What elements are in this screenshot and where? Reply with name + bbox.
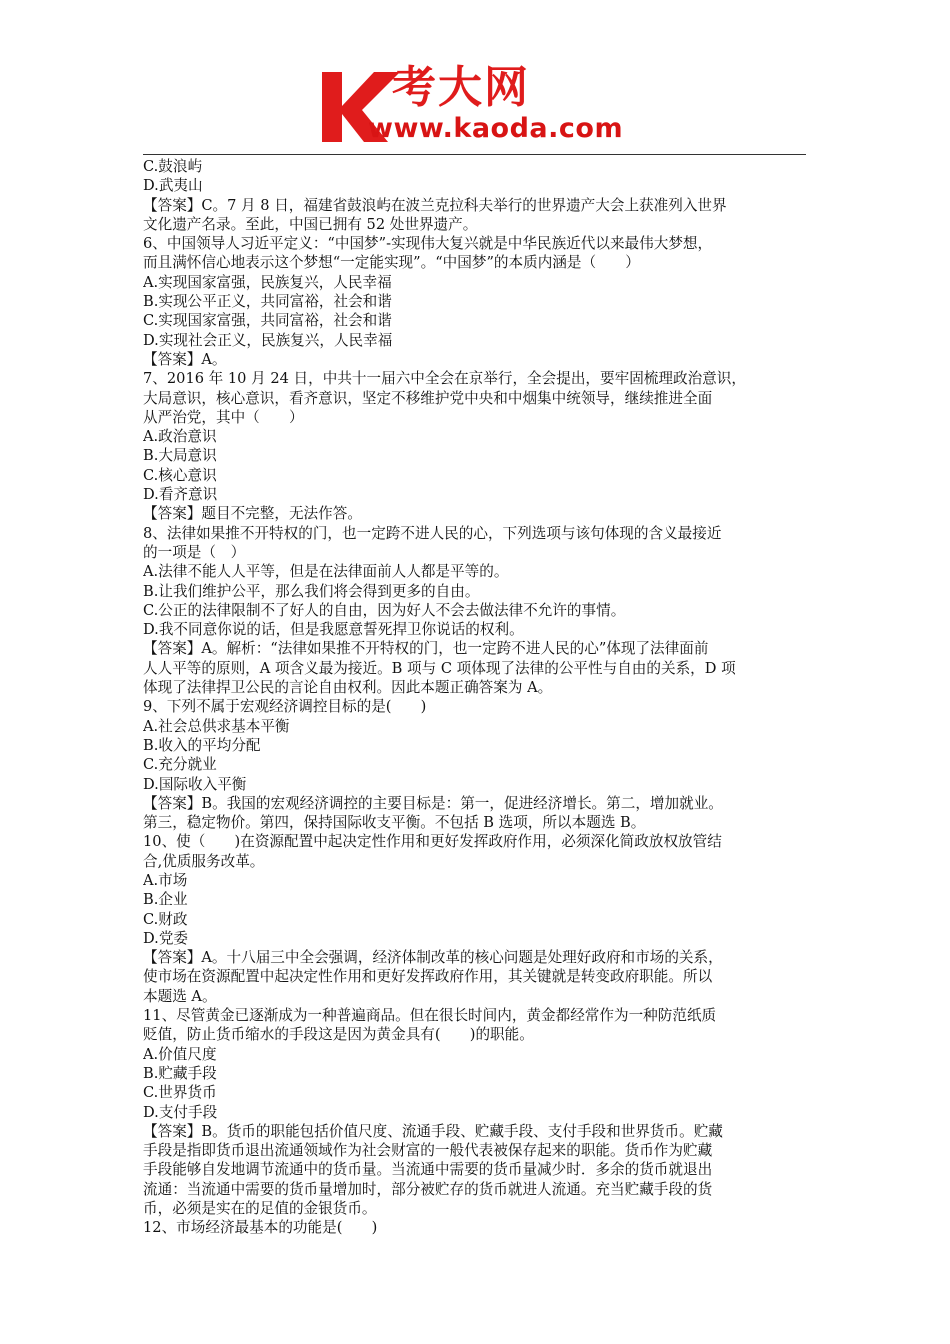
text-line: A.政治意识 (143, 428, 217, 446)
text-line: 而且满怀信心地表示这个梦想“一定能实现”。“中国梦”的本质内涵是（ ） (143, 254, 640, 272)
text-line: C.财政 (143, 910, 188, 928)
text-line: 10、使（ )在资源配置中起决定性作用和更好发挥政府作用，必须深化简政放权放管结 (143, 833, 722, 851)
text-line: B.大局意识 (143, 447, 217, 465)
text-line: 手段是指即货币退出流通领域作为社会财富的一般代表被保存起来的职能。货币作为贮藏 (143, 1142, 713, 1160)
text-line: 11、尽管黄金已逐渐成为一种普遍商品。但在很长时间内，黄金都经常作为一种防范纸质 (143, 1007, 717, 1025)
text-line: D.支付手段 (143, 1103, 218, 1121)
text-line: 人人平等的原则，A 项含义最为接近。B 项与 C 项体现了法律的公平性与自由的关系，D 项 (143, 659, 736, 677)
text-line: 币，必须是实在的足值的金银货币。 (143, 1200, 377, 1218)
text-line: 12、市场经济最基本的功能是( ) (143, 1219, 378, 1237)
text-line: B.贮藏手段 (143, 1064, 217, 1082)
text-line: 流通：当流通中需要的货币量增加时，部分被贮存的货币就进人流通。充当贮藏手段的货 (143, 1180, 713, 1198)
text-line: C.核心意识 (143, 466, 217, 484)
text-line: D.我不同意你说的话，但是我愿意誓死捍卫你说话的权利。 (143, 621, 524, 639)
text-line: 手段能够自发地调节流通中的货币量。当流通中需要的货币量减少时．多余的货币就退出 (143, 1161, 713, 1179)
text-line: B.实现公平正义，共同富裕，社会和谐 (143, 293, 392, 311)
text-line: 第三，稳定物价。第四，保持国际收支平衡。不包括 B 选项，所以本题选 B。 (143, 814, 646, 832)
text-line: A.价值尺度 (143, 1045, 217, 1063)
page-header (0, 0, 950, 158)
text-line: 本题选 A。 (143, 987, 217, 1005)
text-line: C.公正的法律限制不了好人的自由，因为好人不会去做法律不允许的事情。 (143, 601, 626, 619)
text-line: D.党委 (143, 929, 189, 947)
text-line: B.收入的平均分配 (143, 736, 261, 754)
text-line: D.实现社会正义，民族复兴，人民幸福 (143, 331, 393, 349)
text-line: D.看齐意识 (143, 486, 218, 504)
text-line: A.市场 (143, 871, 188, 889)
text-line: 从严治党，其中（ ） (143, 408, 304, 426)
text-line: 7、2016 年 10 月 24 日，中共十一届六中全会在京举行，全会提出，要牢固梳理政治意识， (143, 370, 746, 388)
text-line: 文化遗产名录。至此，中国已拥有 52 处世界遗产。 (143, 215, 478, 233)
text-line: 【答案】B。我国的宏观经济调控的主要目标是：第一，促进经济增长。第二，增加就业。 (143, 794, 723, 812)
text-line: D.武夷山 (143, 177, 203, 195)
text-line: A.实现国家富强，民族复兴，人民幸福 (143, 273, 392, 291)
text-line: B.让我们维护公平，那么我们将会得到更多的自由。 (143, 582, 480, 600)
text-line: 的一项是（ ） (143, 543, 246, 561)
text-line: C.实现国家富强，共同富裕，社会和谐 (143, 312, 392, 330)
text-line: B.企业 (143, 891, 188, 909)
text-line: C.世界货币 (143, 1084, 217, 1102)
text-line: 【答案】C。7 月 8 日，福建省鼓浪屿在波兰克拉科夫举行的世界遗产大会上获准列入世界 (143, 196, 727, 214)
text-line: 体现了法律捍卫公民的言论自由权利。因此本题正确答案为 A。 (143, 679, 553, 697)
text-line: A.社会总供求基本平衡 (143, 717, 290, 735)
text-line: 【答案】题目不完整，无法作答。 (143, 505, 362, 523)
text-line: 大局意识，核心意识，看齐意识，坚定不移维护党中央和中烟集中统领导，继续推进全面 (143, 389, 713, 407)
text-line: 【答案】B。货币的职能包括价值尺度、流通手段、贮藏手段、支付手段和世界货币。贮藏 (143, 1122, 723, 1140)
logo-chinese-text: 考大网 (392, 62, 530, 113)
text-line: C.鼓浪屿 (143, 158, 203, 175)
text-line: 合,优质服务改革。 (143, 852, 265, 870)
header-divider (143, 154, 806, 155)
text-line: D.国际收入平衡 (143, 775, 247, 793)
text-line: 使市场在资源配置中起决定性作用和更好发挥政府作用，其关键就是转变政府职能。所以 (143, 968, 713, 986)
text-line: 【答案】A。解析：“法律如果推不开特权的门，也一定跨不进人民的心”体现了法律面前 (143, 640, 709, 658)
text-line: 【答案】A。十八届三中全会强调，经济体制改革的核心问题是处理好政府和市场的关系， (143, 949, 723, 967)
text-line: A.法律不能人人平等，但是在法律面前人人都是平等的。 (143, 563, 509, 581)
text-line: C.充分就业 (143, 756, 217, 774)
text-line: 【答案】A。 (143, 350, 227, 368)
document-body (143, 157, 808, 1238)
text-line: 贬值，防止货币缩水的手段这是因为黄金具有( )的职能。 (143, 1026, 534, 1044)
text-line: 9、下列不属于宏观经济调控目标的是( ) (143, 698, 427, 716)
text-line: 6、中国领导人习近平定义：“中国梦”-实现伟大复兴就是中华民族近代以来最伟大梦想， (143, 235, 713, 253)
text-line: 8、法律如果推不开特权的门，也一定跨不进人民的心，下列选项与该句体现的含义最接近 (143, 524, 722, 542)
logo-url-text: www.kaoda.com (368, 113, 624, 144)
